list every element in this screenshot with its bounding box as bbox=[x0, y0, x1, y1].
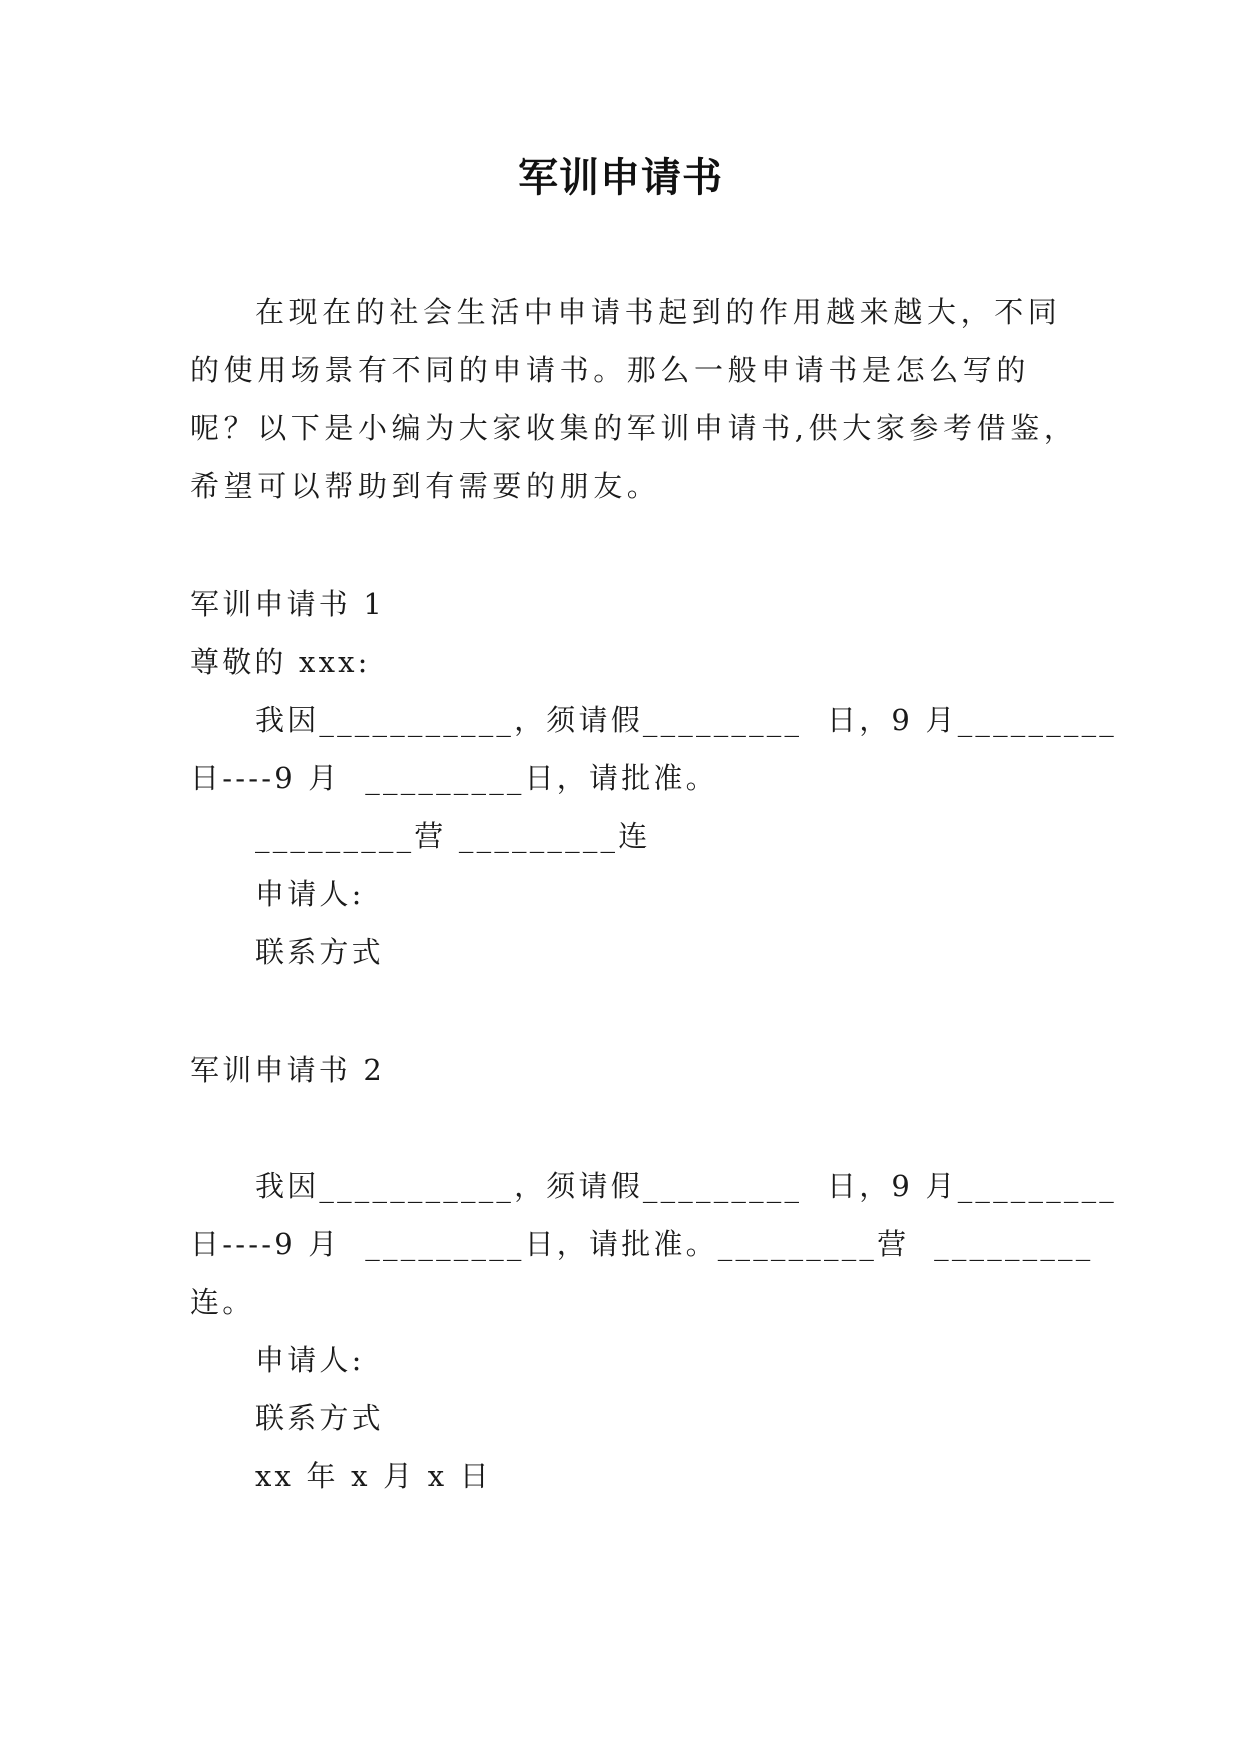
intro-line-4: 希望可以帮助到有需要的朋友。 bbox=[190, 469, 661, 503]
sample1-unit-line: _________营 _________连 bbox=[255, 819, 651, 853]
sample2-contact: 联系方式 bbox=[255, 1401, 384, 1435]
sample2-heading: 军训申请书 2 bbox=[190, 1053, 386, 1087]
sample2-body-line-2: 日----9 月 _________日，请批准。_________营 _________ bbox=[190, 1227, 1094, 1261]
sample1-body-line-2: 日----9 月 _________日，请批准。 bbox=[190, 761, 718, 795]
sample1-heading: 军训申请书 1 bbox=[190, 587, 386, 621]
intro-line-1: 在现在的社会生活中申请书起到的作用越来越大，不同 bbox=[255, 295, 1062, 329]
sample1-body-line-1: 我因___________，须请假_________ 日，9 月_________ bbox=[255, 703, 1118, 737]
sample2-body-line-1: 我因___________，须请假_________ 日，9 月_________ bbox=[255, 1169, 1118, 1203]
sample1-salutation: 尊敬的 xxx: bbox=[190, 645, 371, 679]
sample2-applicant: 申请人: bbox=[255, 1343, 365, 1377]
sample1-applicant: 申请人: bbox=[255, 877, 365, 911]
sample2-body-line-3: 连。 bbox=[190, 1285, 255, 1319]
intro-line-3: 呢？以下是小编为大家收集的军训申请书,供大家参考借鉴， bbox=[190, 411, 1078, 445]
sample2-date: xx 年 x 月 x 日 bbox=[255, 1459, 492, 1493]
document-title: 军训申请书 bbox=[518, 155, 723, 201]
sample1-contact: 联系方式 bbox=[255, 935, 384, 969]
intro-line-2: 的使用场景有不同的申请书。那么一般申请书是怎么写的 bbox=[190, 353, 1031, 387]
